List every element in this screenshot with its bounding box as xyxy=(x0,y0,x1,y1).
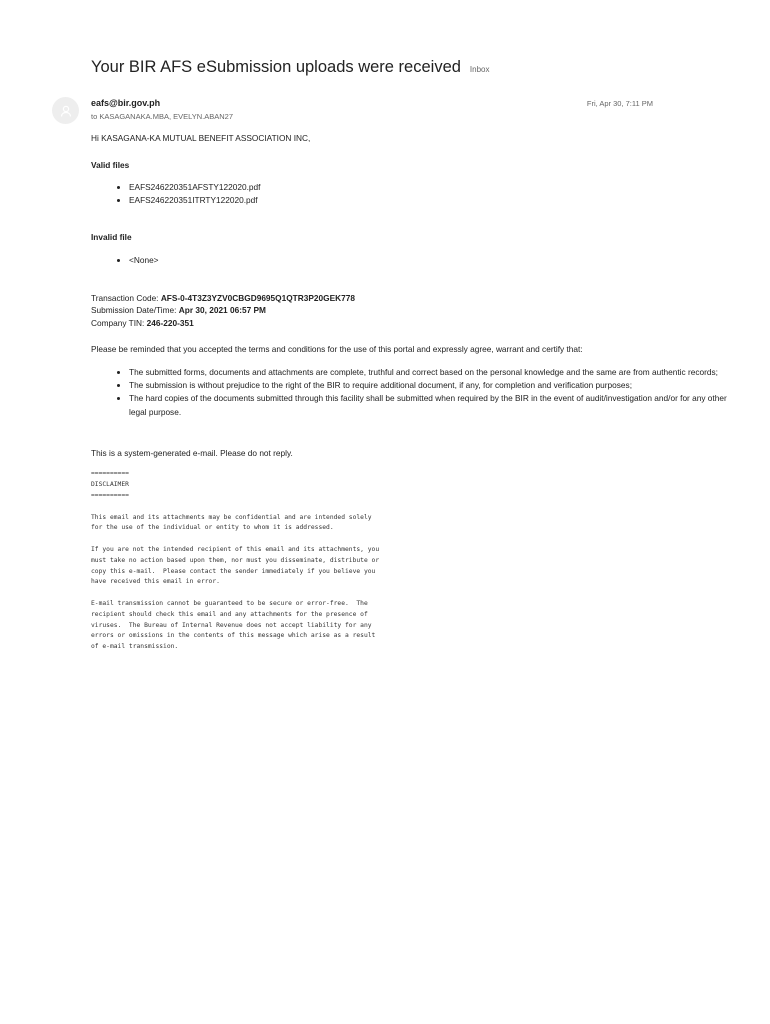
inbox-label[interactable]: Inbox xyxy=(469,65,490,74)
certification-list xyxy=(91,366,741,419)
company-tin-value: 246-220-351 xyxy=(146,317,194,328)
subject-row xyxy=(91,58,490,77)
list-item: • The submission is without prejudice to the right of the BIR to require additional document, if any, for completion and verification purposes; xyxy=(129,379,741,392)
transaction-code-label: Transaction Code: xyxy=(91,292,159,303)
company-tin-row xyxy=(91,317,741,330)
person-icon xyxy=(59,104,73,118)
greeting: Hi KASAGANA-KA MUTUAL BENEFIT ASSOCIATION INC, xyxy=(91,133,311,143)
transaction-details xyxy=(91,292,741,330)
invalid-file-heading: Invalid file xyxy=(91,232,132,243)
recipient-list: to KASAGANAKA.MBA, EVELYN.ABAN27 xyxy=(91,112,234,121)
invalid-files-list xyxy=(91,254,741,267)
transaction-code-row xyxy=(91,292,741,305)
submission-datetime-row xyxy=(91,304,741,317)
terms-reminder: Please be reminded that you accepted the terms and conditions for the use of this portal and expressly agree, warrant and certify that: xyxy=(91,344,583,355)
valid-files-list xyxy=(91,181,741,206)
list-item: • The hard copies of the documents submitted through this facility shall be submitted when required by the BIR in the event of audit/investigation and/or for any other legal purpose. xyxy=(129,392,741,418)
transaction-code-value: AFS-0-4T3Z3YZV0CBGD9695Q1QTR3P20GEK778 xyxy=(160,292,355,303)
company-tin-label: Company TIN: xyxy=(91,317,145,328)
system-note: This is a system-generated e-mail. Please do not reply. xyxy=(91,447,293,458)
submission-datetime-label: Submission Date/Time: xyxy=(91,305,177,316)
disclaimer-text: ========== DISCLAIMER ========== This email and its attachments may be confidential and are intended solely for the use of the individual or entity to whom it is addressed. If you are not the intended recipient of this email and its attachments, you must take no action based upon them, nor must you disseminate, distribute or copy this e-mail. Please contact the sender immediately if you believe you have received this email in error. E-mail transmission cannot be guaranteed to be secure or error-free. The recipient should check this email and any attachments for the presence of viruses. The Bureau of Internal Revenue does not accept liability for any errors or omissions in the contents of this message which arise as a result of e-mail transmission. xyxy=(91,470,380,651)
avatar xyxy=(52,97,79,124)
email-date: Fri, Apr 30, 7:11 PM xyxy=(586,99,653,108)
email-body xyxy=(91,132,741,653)
sender-address[interactable]: eafs@bir.gov.ph xyxy=(91,98,161,108)
list-item: • <None> xyxy=(129,254,741,267)
list-item: • EAFS246220351AFSTY122020.pdf xyxy=(129,181,741,194)
list-item: • The submitted forms, documents and attachments are complete, truthful and correct based on the personal knowledge and the same are from authentic records; xyxy=(129,366,741,379)
submission-datetime-value: Apr 30, 2021 06:57 PM xyxy=(178,305,266,316)
list-item: • EAFS246220351ITRTY122020.pdf xyxy=(129,194,741,207)
valid-files-heading: Valid files xyxy=(91,159,130,170)
email-subject: Your BIR AFS eSubmission uploads were received xyxy=(91,58,461,76)
